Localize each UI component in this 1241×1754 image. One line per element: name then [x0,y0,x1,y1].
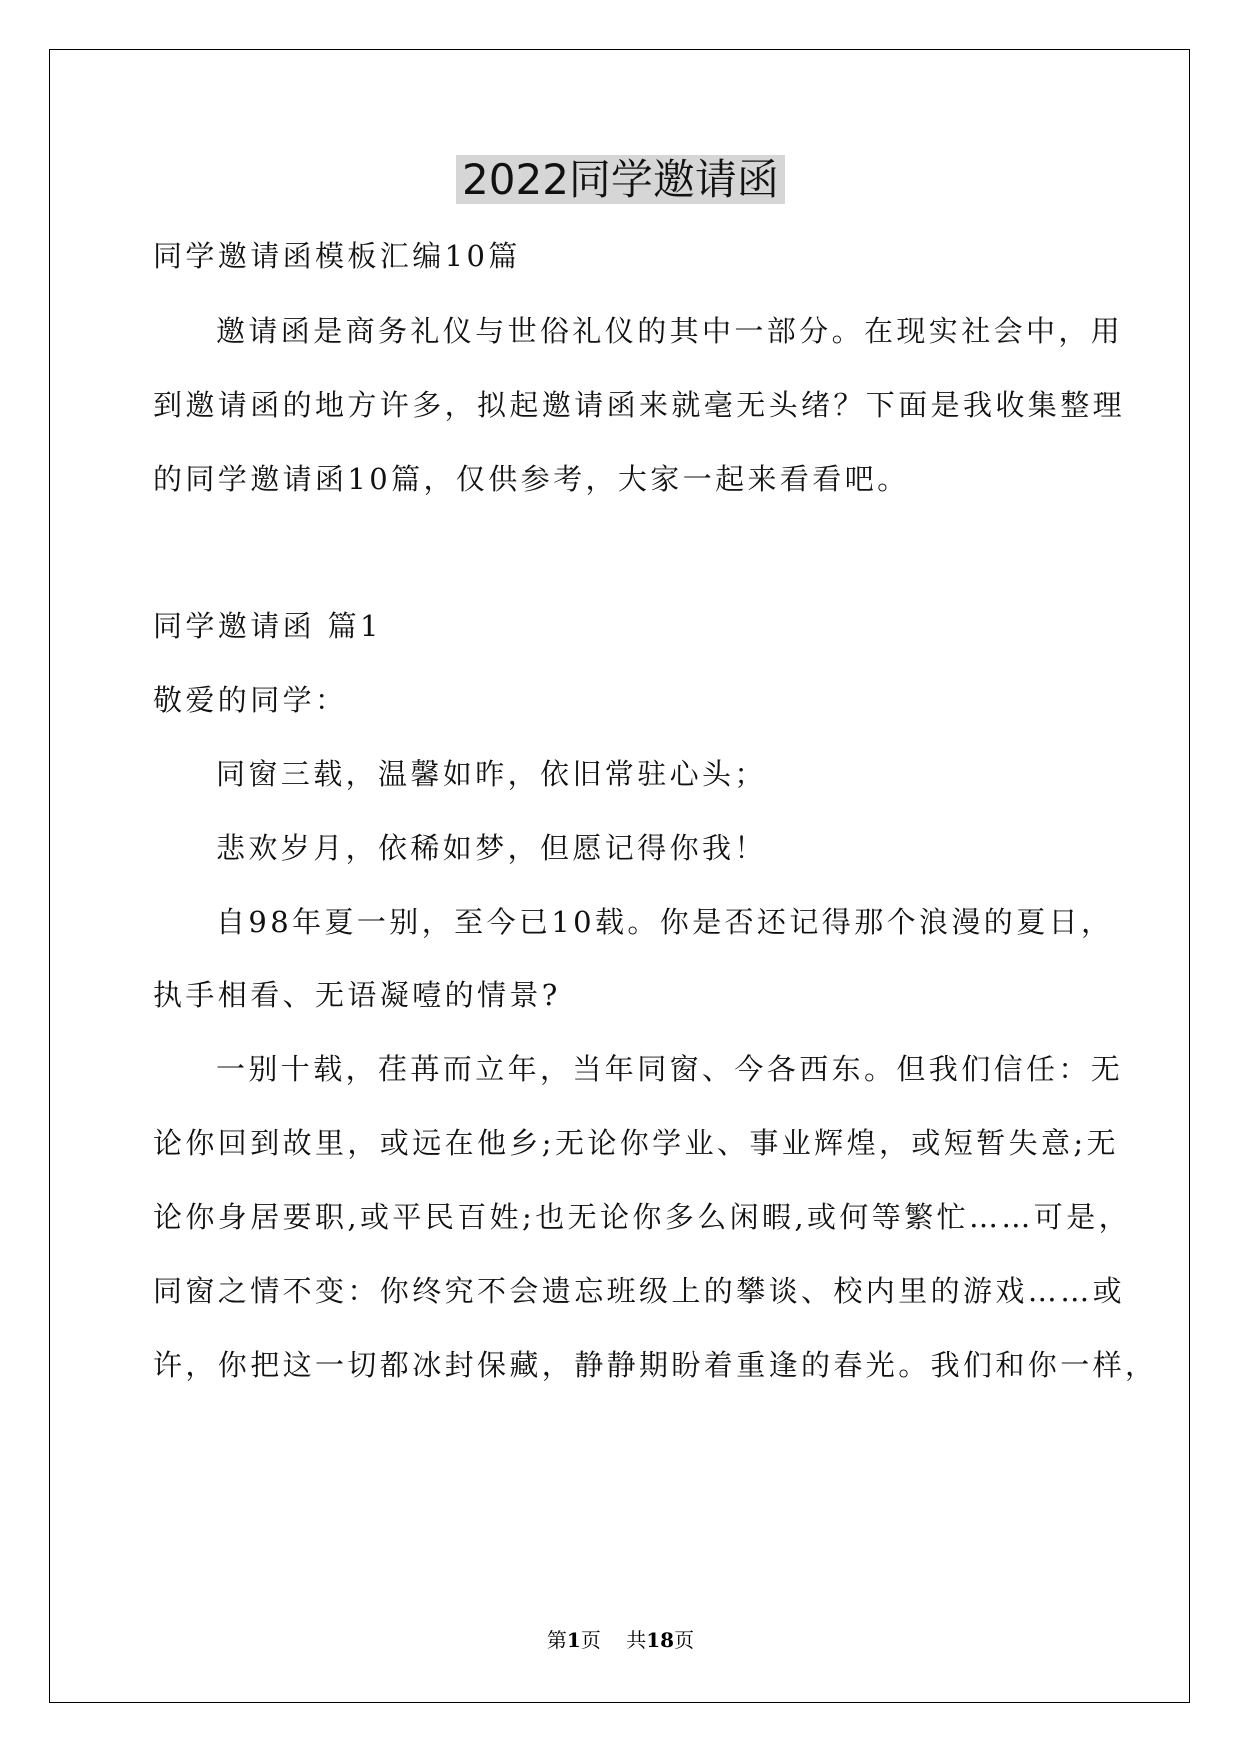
footer-total-pages: 18 [646,1628,675,1652]
body-line-5: 一别十载，荏苒而立年，当年同窗、今各西东。但我们信任：无 [216,1052,1124,1086]
footer-total-prefix: 共 [626,1628,647,1652]
section-heading: 同学邀请函 篇1 [153,609,382,643]
salutation: 敬爱的同学： [153,683,348,717]
body-line-8: 同窗之情不变：你终究不会遗忘班级上的攀谈、校内里的游戏……或 [153,1274,1126,1308]
page-footer [0,1627,1241,1653]
document-title [0,150,1241,210]
document-subtitle: 同学邀请函模板汇编10篇 [153,239,521,273]
page-border [49,49,1190,1703]
footer-page-prefix: 第 [546,1628,567,1652]
body-line-4: 执手相看、无语凝噎的情景? [153,978,561,1012]
body-line-2: 悲欢岁月，依稀如梦，但愿记得你我！ [216,831,767,865]
intro-line-1: 邀请函是商务礼仪与世俗礼仪的其中一部分。在现实社会中，用 [216,314,1124,348]
body-line-1: 同窗三载，温馨如昨，依旧常驻心头； [216,757,767,791]
footer-page-number: 1 [566,1628,581,1652]
document-title-text: 2022同学邀请函 [456,155,785,204]
footer-page-suffix: 页 [580,1628,601,1652]
intro-line-3: 的同学邀请函10篇，仅供参考，大家一起来看看吧。 [153,462,910,496]
intro-line-2: 到邀请函的地方许多，拟起邀请函来就毫无头绪？下面是我收集整理 [153,388,1126,422]
body-line-3: 自98年夏一别，至今已10载。你是否还记得那个浪漫的夏日， [216,905,1114,939]
footer-total-suffix: 页 [674,1628,695,1652]
body-line-6: 论你回到故里，或远在他乡;无论你学业、事业辉煌，或短暂失意;无 [153,1126,1119,1160]
body-line-7: 论你身居要职,或平民百姓;也无论你多么闲暇,或何等繁忙……可是， [153,1200,1132,1234]
body-line-9: 许，你把这一切都冰封保藏，静静期盼着重逢的春光。我们和你一样， [153,1348,1158,1382]
